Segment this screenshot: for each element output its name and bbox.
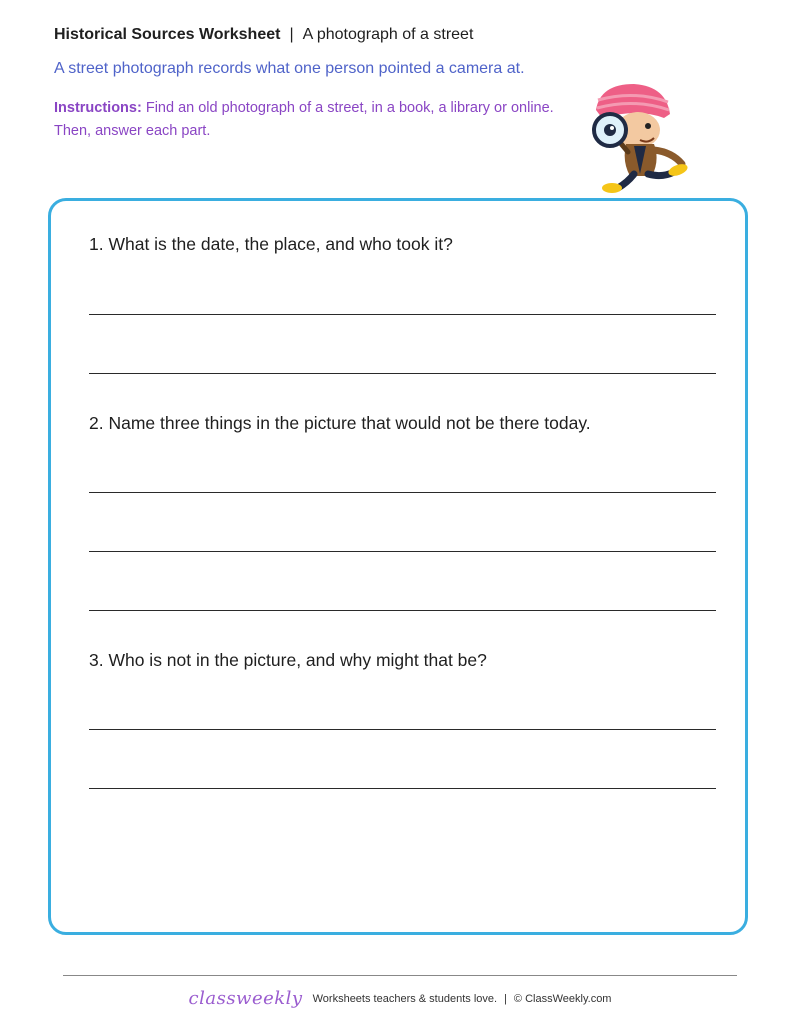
footer-text (313, 993, 612, 1005)
page-header (54, 26, 473, 44)
header-separator: | (289, 26, 294, 43)
question-card (48, 198, 748, 935)
detective-with-magnifying-glass-icon (578, 78, 696, 196)
tagline: A street photograph records what one person pointed a camera at. (54, 60, 525, 77)
answer-line[interactable] (89, 788, 716, 789)
instructions-text: Find an old photograph of a street, in a book, a library or online. Then, answer each part. (54, 100, 554, 139)
footer-tagline: Worksheets teachers & students love. (312, 993, 498, 1005)
page-title: Historical Sources Worksheet (54, 26, 281, 43)
answer-line[interactable] (89, 551, 716, 552)
answer-line[interactable] (89, 373, 716, 374)
instructions-lead: Instructions: (54, 100, 142, 116)
answer-line[interactable] (89, 314, 716, 315)
answer-line[interactable] (89, 492, 716, 493)
footer-separator: | (504, 993, 507, 1005)
answer-line[interactable] (89, 729, 716, 730)
footer-divider (63, 975, 737, 976)
page-subtitle: A photograph of a street (302, 26, 474, 43)
question-1: 1. What is the date, the place, and who took it? (89, 234, 453, 254)
answer-line[interactable] (89, 610, 716, 611)
question-3: 3. Who is not in the picture, and why might that be? (89, 650, 487, 670)
brand-logo: classweekly (188, 988, 303, 1009)
footer (0, 988, 800, 1009)
question-2: 2. Name three things in the picture that would not be there today. (89, 413, 591, 433)
instructions (54, 97, 554, 143)
footer-copyright: © ClassWeekly.com (513, 993, 612, 1005)
